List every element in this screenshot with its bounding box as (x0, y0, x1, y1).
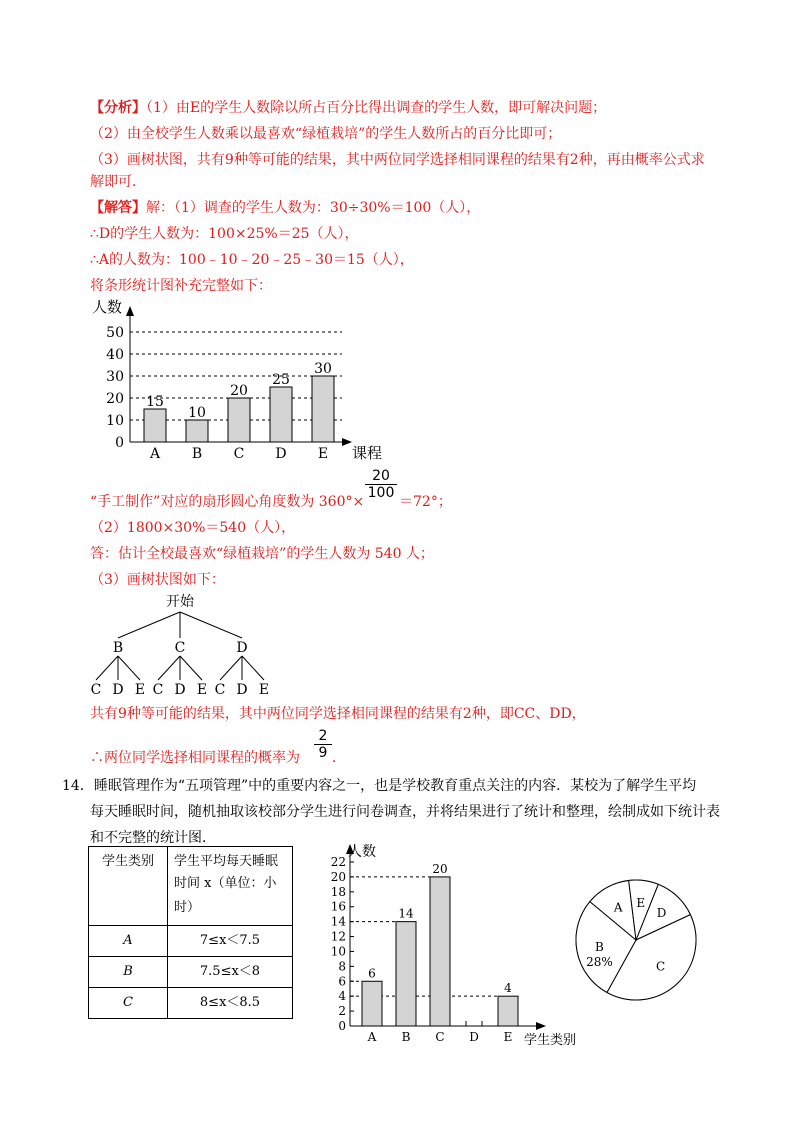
pie-label: E (636, 896, 646, 911)
bar (498, 996, 518, 1026)
probability-suffix: ． (332, 750, 346, 766)
tree-leaf: C (90, 682, 102, 698)
y-tick-label: 0 (338, 1019, 346, 1033)
y-tick-label: 10 (330, 944, 346, 959)
tree-root: 开始 (166, 594, 194, 610)
x-axis-label: 学生类别 (524, 1033, 577, 1048)
y-axis-label: 人数 (348, 844, 376, 860)
sleep-table (88, 846, 293, 1019)
course-bar-chart (80, 294, 400, 464)
y-tick-label: 6 (338, 974, 346, 989)
bar (430, 877, 450, 1026)
bar-value-label: 30 (314, 361, 332, 377)
tree-leaf: E (258, 682, 270, 698)
answer-line-2: ∴D的学生人数为：100×25%＝25（人）， (90, 226, 359, 242)
x-tick-label: C (233, 446, 245, 462)
probability-numerator: 2 (318, 728, 328, 744)
x-tick-label: E (317, 446, 329, 462)
bar (312, 376, 334, 442)
table-cell-range: 7≤x＜7.5 (168, 926, 293, 957)
bar (228, 398, 250, 442)
tree-node-b: B (112, 640, 124, 656)
analysis-line-1: 【分析】（1）由E的学生人数除以所占百分比得出调查的学生人数，即可解决问题； (90, 100, 607, 116)
x-tick-label: B (191, 446, 203, 462)
angle-line: “手工制作”对应的扇形圆心角度数为 360°× (90, 494, 365, 510)
x-tick-label: A (367, 1030, 377, 1044)
bar-value-label: 6 (368, 966, 376, 981)
analysis-tag: 【分析】 (90, 100, 146, 116)
tree-node-d: D (236, 640, 248, 656)
tree-node-c: C (174, 640, 186, 656)
y-tick-label: 40 (106, 347, 124, 363)
y-tick-label: 4 (338, 989, 346, 1004)
bar (144, 409, 166, 442)
tree-leaf: C (214, 682, 226, 698)
tree-diagram (80, 590, 300, 700)
x-tick-label: B (401, 1030, 411, 1044)
x-axis-arrow (536, 1022, 546, 1030)
y-tick-label: 20 (330, 869, 346, 884)
bar-value-label: 14 (398, 906, 414, 921)
pie-percent-label: 28% (586, 954, 613, 969)
y-tick-label: 22 (330, 855, 346, 869)
answer-tag: 【解答】 (90, 200, 146, 216)
y-axis-label: 人数 (92, 298, 123, 316)
x-tick-label: A (149, 446, 161, 462)
y-tick-label: 12 (330, 929, 346, 944)
angle-numerator: 20 (372, 468, 390, 484)
bar (362, 981, 382, 1026)
y-axis-arrow (126, 306, 134, 316)
bar (396, 922, 416, 1026)
x-axis-label: 课程 (352, 444, 383, 462)
tree-leaf: D (112, 682, 124, 698)
y-tick-label: 16 (330, 899, 346, 914)
tree-leaf: C (152, 682, 164, 698)
y-tick-label: 0 (115, 435, 124, 451)
tree-leaf: E (196, 682, 208, 698)
x-tick-label: D (275, 446, 287, 462)
analysis-line-3a: （3）画树状图，共有9种等可能的结果，其中两位同学选择相同课程的结果有2种，再由概率公式求 (90, 152, 705, 168)
outcomes-line: 共有9种等可能的结果，其中两位同学选择相同课程的结果有2种，即CC、DD， (90, 706, 586, 722)
problem-14-line-3: 和不完整的统计图． (90, 830, 216, 846)
pie-label: A (613, 900, 623, 915)
bar (186, 420, 208, 442)
part3-intro: （3）画树状图如下： (90, 572, 225, 588)
bar-value-label: 20 (432, 861, 448, 876)
y-tick-label: 2 (338, 1004, 346, 1019)
table-header-category: 学生类别 (89, 847, 168, 926)
x-tick-label: D (469, 1030, 479, 1044)
y-tick-label: 20 (106, 391, 124, 407)
table-header-row (89, 847, 293, 926)
x-tick-label: E (503, 1030, 513, 1044)
x-axis-arrow (342, 438, 352, 446)
tree-leaf: D (236, 682, 248, 698)
sleep-bar-chart (318, 840, 588, 1050)
y-tick-label: 50 (106, 325, 124, 341)
table-row (89, 988, 293, 1019)
analysis-line-3b: 解即可． (90, 174, 146, 190)
probability-line: ∴两位同学选择相同课程的概率为 (90, 750, 300, 766)
problem-14-line-2: 每天睡眠时间，随机抽取该校部分学生进行问卷调查，并将结果进行了统计和整理，绘制成如下统计表 (90, 804, 720, 820)
tree-leaf: D (174, 682, 186, 698)
table-cell-range: 8≤x＜8.5 (168, 988, 293, 1019)
y-tick-label: 8 (338, 959, 346, 974)
table-cell-category: A (89, 926, 168, 957)
pie-label: B (595, 939, 604, 954)
table-cell-category: B (89, 957, 168, 988)
part2-calc: （2）1800×30%＝540（人）， (90, 520, 296, 536)
y-tick-label: 18 (330, 884, 346, 899)
angle-denominator: 100 (365, 484, 397, 501)
y-tick-label: 14 (330, 914, 346, 929)
y-tick-label: 10 (106, 413, 124, 429)
angle-suffix: ＝72°； (399, 494, 452, 510)
table-header-time: 学生平均每天睡眠 时间 x（单位：小 时） (168, 847, 293, 926)
probability-denominator: 9 (314, 744, 332, 761)
answer-line-3: ∴A的人数为：100﹣10﹣20﹣25﹣30＝15（人）， (90, 252, 414, 268)
bar-value-label: 25 (272, 372, 290, 388)
bar (270, 387, 292, 442)
bar-value-label: 20 (230, 383, 248, 399)
pie-label: C (655, 959, 666, 974)
sleep-pie-chart (566, 870, 706, 1010)
bar-value-label: 15 (146, 394, 164, 410)
table-row (89, 957, 293, 988)
angle-fraction (365, 468, 397, 501)
table-row (89, 926, 293, 957)
x-tick-label: C (435, 1030, 445, 1044)
table-cell-range: 7.5≤x＜8 (168, 957, 293, 988)
answer-line-1: 【解答】解：（1）调查的学生人数为：30÷30%＝100（人）， (90, 200, 481, 216)
tree-leaf: E (134, 682, 146, 698)
answer-line-4: 将条形统计图补充完整如下： (90, 278, 272, 294)
bar-value-label: 4 (504, 981, 512, 996)
part2-answer: 答：估计全校最喜欢“绿植栽培”的学生人数为 540 人； (90, 546, 434, 562)
problem-number: 14． (62, 778, 94, 794)
problem-14-line-1: 14．睡眠管理作为“五项管理”中的重要内容之一，也是学校教育重点关注的内容．某校为了解学生平均 (62, 778, 697, 794)
analysis-line-2: （2）由全校学生人数乘以最喜欢“绿植栽培”的学生人数所占的百分比即可； (90, 126, 562, 142)
y-tick-label: 30 (106, 369, 124, 385)
pie-label: D (656, 905, 667, 920)
bar-value-label: 10 (188, 405, 206, 421)
probability-fraction (314, 728, 332, 761)
table-cell-category: C (89, 988, 168, 1019)
